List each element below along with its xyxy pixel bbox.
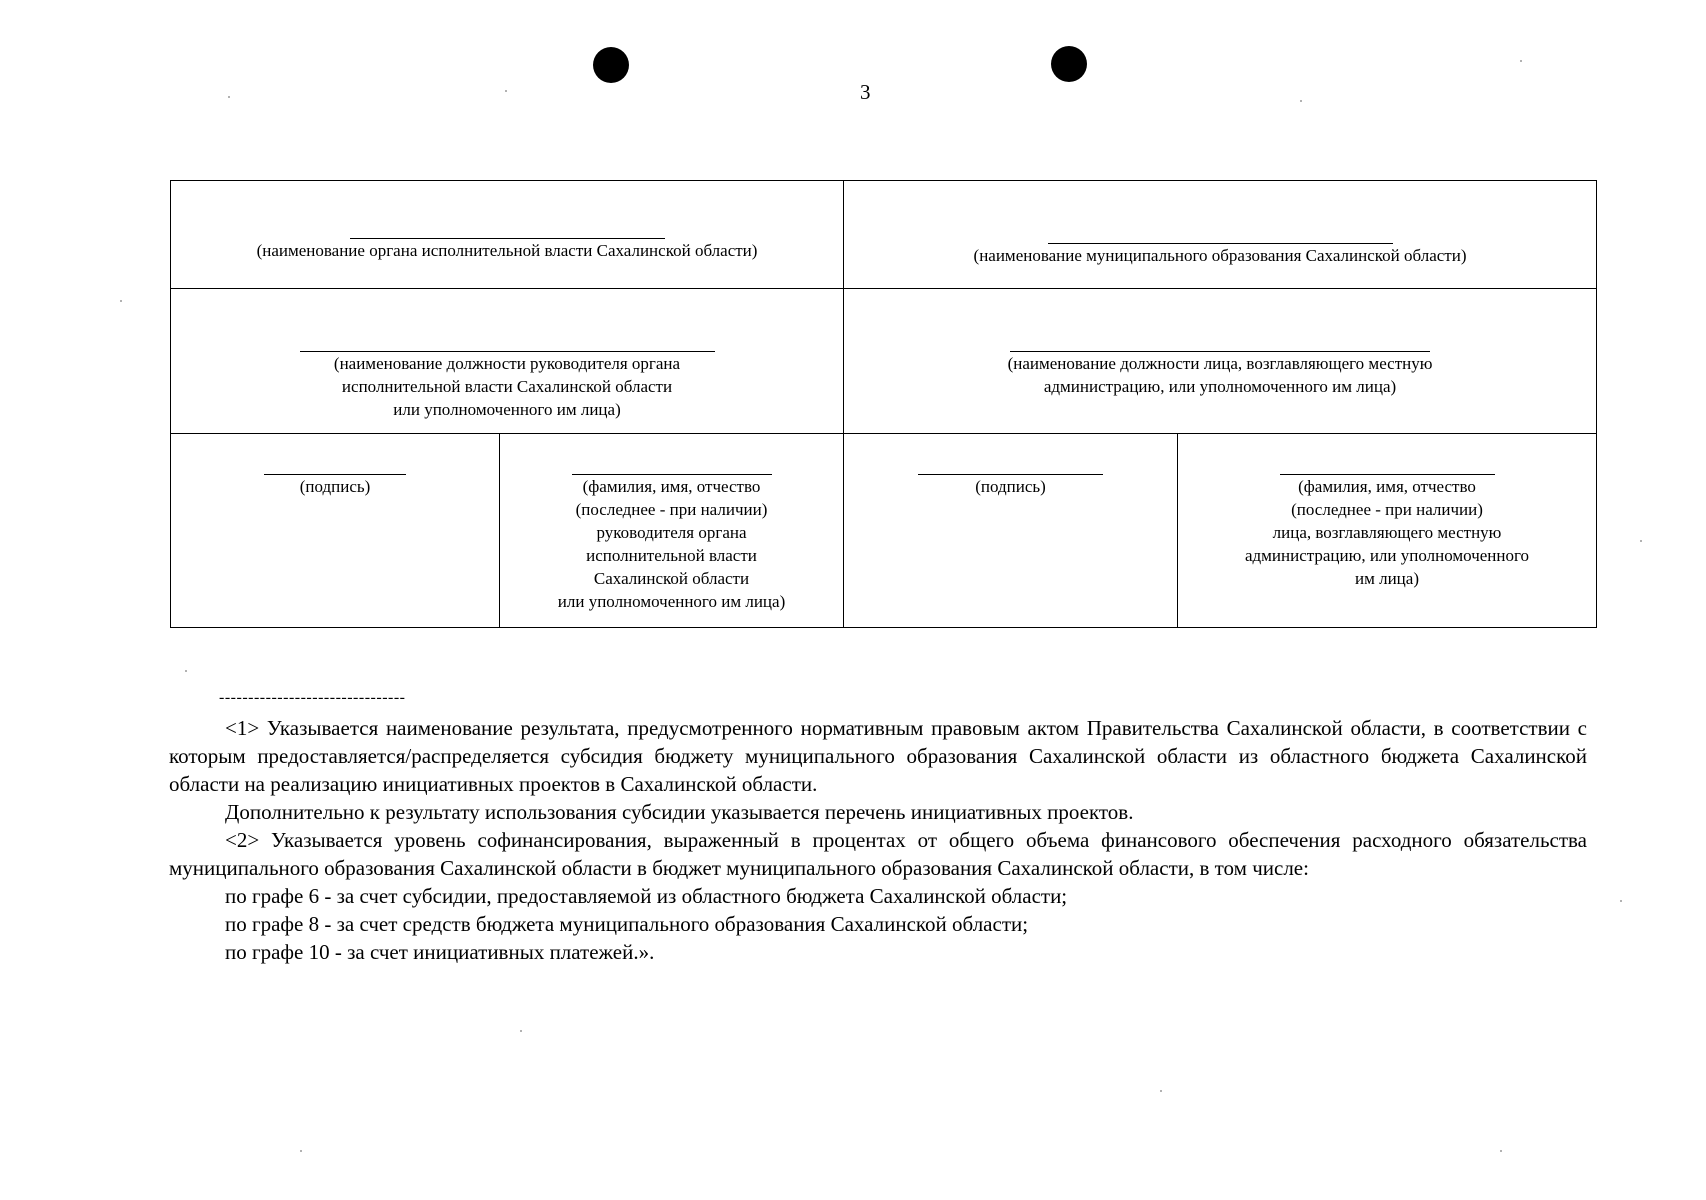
full-name-caption-line: им лица) xyxy=(1355,569,1419,588)
footnote-1-extra: Дополнительно к результату использования субсидии указывается перечень инициативных проектов. xyxy=(225,800,1134,824)
footnote-separator: -------------------------------- xyxy=(219,689,406,706)
scan-speck xyxy=(1620,900,1622,902)
signature-cell-right xyxy=(844,434,1178,628)
scan-speck xyxy=(120,300,122,302)
executive-authority-caption: (наименование органа исполнительной власти Сахалинской области) xyxy=(256,241,758,260)
scan-speck xyxy=(505,90,507,92)
full-name-caption-line: руководителя органа xyxy=(596,523,747,542)
full-name-cell-left xyxy=(500,434,844,628)
scan-speck xyxy=(520,1030,522,1032)
full-name-cell-right xyxy=(1178,434,1597,628)
footnote-2: <2> Указывается уровень софинансирования, выраженный в процентах от общего объема финансового обеспечения расходного обязательства муниципального образования Сахалинской области в бюджет муниципального образования Сахалинской области, в том числе: xyxy=(169,828,1587,880)
signature-caption: (подпись) xyxy=(299,477,371,496)
signature-table xyxy=(170,180,1597,628)
scan-speck xyxy=(1520,60,1522,62)
scan-speck xyxy=(185,670,187,672)
head-position-cell xyxy=(171,289,844,434)
full-name-caption-line: Сахалинской области xyxy=(593,569,750,588)
full-name-caption-line: (последнее - при наличии) xyxy=(575,500,768,519)
page-number: 3 xyxy=(860,80,871,104)
administration-position-caption-line: (наименование должности лица, возглавляющего местную xyxy=(1007,354,1433,373)
head-position-caption-line: или уполномоченного им лица) xyxy=(393,400,621,419)
municipality-caption: (наименование муниципального образования Сахалинской области) xyxy=(973,246,1467,265)
footnote-2-item: по графе 8 - за счет средств бюджета муниципального образования Сахалинской области; xyxy=(225,912,1029,936)
full-name-caption-line: (фамилия, имя, отчество xyxy=(582,477,761,496)
full-name-caption-line: или уполномоченного им лица) xyxy=(557,592,786,611)
full-name-caption-line: лица, возглавляющего местную xyxy=(1272,523,1502,542)
full-name-caption-line: (фамилия, имя, отчество xyxy=(1298,477,1476,496)
municipality-cell xyxy=(844,181,1597,289)
head-position-caption-line: исполнительной власти Сахалинской области xyxy=(341,377,673,396)
binder-hole-left xyxy=(593,47,629,83)
footnote-1: <1> Указывается наименование результата, предусмотренного нормативным правовым актом Правительства Сахалинской области, в соответствии с которым предоставляется/распределяется субсидия бюджету муниципального образования Сахалинской области из областного бюджета Сахалинской области на реализацию инициативных проектов в Сахалинской области. xyxy=(169,716,1587,796)
scan-speck xyxy=(1300,100,1302,102)
footnote-2-item: по графе 6 - за счет субсидии, предоставляемой из областного бюджета Сахалинской области; xyxy=(225,884,1068,908)
scan-speck xyxy=(1640,540,1642,542)
scan-speck xyxy=(1500,1150,1502,1152)
full-name-caption-line: исполнительной власти xyxy=(586,546,757,565)
footnotes xyxy=(169,690,1587,966)
head-position-caption-line: (наименование должности руководителя органа xyxy=(333,354,681,373)
signature-caption: (подпись) xyxy=(975,477,1046,496)
binder-hole-right xyxy=(1051,46,1087,82)
signature-cell-left xyxy=(171,434,500,628)
executive-authority-cell xyxy=(171,181,844,289)
scan-speck xyxy=(300,1150,302,1152)
full-name-caption-line: администрацию, или уполномоченного xyxy=(1244,546,1530,565)
full-name-caption-line: (последнее - при наличии) xyxy=(1291,500,1483,519)
scan-speck xyxy=(228,96,230,98)
administration-position-cell xyxy=(844,289,1597,434)
scan-speck xyxy=(1160,1090,1162,1092)
footnote-2-item: по графе 10 - за счет инициативных платежей.». xyxy=(225,940,655,964)
administration-position-caption-line: администрацию, или уполномоченного им лица) xyxy=(1043,377,1397,396)
